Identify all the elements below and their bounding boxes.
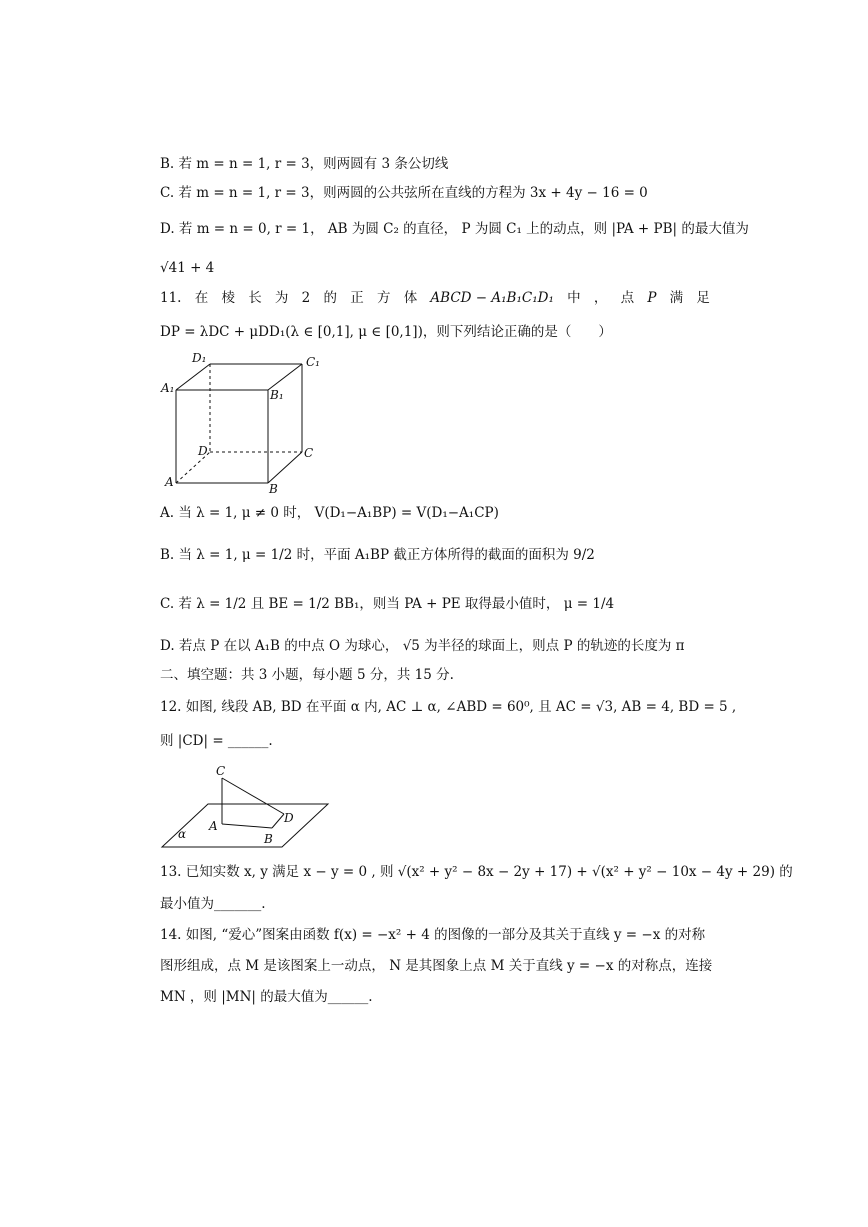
q11-word: 棱 bbox=[221, 290, 235, 306]
q11-word: 中 bbox=[567, 290, 581, 306]
q11-word: 方 bbox=[376, 290, 391, 306]
q11-word: 体 bbox=[403, 290, 418, 306]
plane-label: C bbox=[216, 764, 226, 778]
q11-word: 的 bbox=[323, 290, 337, 306]
cube-label: C₁ bbox=[306, 355, 320, 369]
q11-word: 正 bbox=[350, 290, 364, 306]
plane-figure bbox=[158, 760, 338, 850]
q11-word: ABCD − A₁B₁C₁D₁ bbox=[430, 290, 554, 306]
plane-label: α bbox=[178, 827, 187, 841]
q11-word: 为 bbox=[274, 290, 289, 306]
q11-word: 在 bbox=[194, 290, 209, 306]
question-13-blank: 最小值为_______. bbox=[160, 896, 266, 912]
cube-label: C bbox=[304, 446, 314, 460]
question-11-line2: DP = λDC + μDD₁(λ ∈ [0,1], μ ∈ [0,1])，则下列结论正确的是（ ） bbox=[160, 324, 612, 340]
cube-label: D bbox=[198, 444, 208, 458]
option-a-11: A. 当 λ = 1, μ ≠ 0 时， V(D₁−A₁BP) = V(D₁−A₁CP) bbox=[160, 505, 499, 521]
cube-figure bbox=[158, 348, 333, 498]
option-d-10: D. 若 m = n = 0, r = 1， AB 为圆 C₂ 的直径， P 为圆 C₁ 上的动点，则 |PA + PB| 的最大值为 bbox=[160, 221, 749, 237]
q11-word: 长 bbox=[248, 290, 262, 306]
option-c-10: C. 若 m = n = 1, r = 3，则两圆的公共弦所在直线的方程为 3x + 4y − 16 = 0 bbox=[160, 185, 648, 201]
cube-label: A bbox=[165, 475, 174, 489]
question-13: 13. 已知实数 x, y 满足 x − y = 0 , 则 √(x² + y² − 8x − 2y + 17) + √(x² + y² − 10x − 4y + 29) 的 bbox=[160, 864, 793, 880]
q11-word: ， bbox=[593, 290, 608, 306]
plane-label: D bbox=[284, 811, 294, 825]
option-b-11: B. 当 λ = 1, μ = 1/2 时，平面 A₁BP 截正方体所得的截面的面积为 9/2 bbox=[160, 547, 595, 563]
option-d-10-answer: √41 + 4 bbox=[160, 260, 215, 276]
q11-word: 点 bbox=[620, 290, 635, 306]
cube-label: A₁ bbox=[161, 381, 175, 395]
section-2-heading: 二、填空题：共 3 小题，每小题 5 分，共 15 分. bbox=[160, 667, 454, 683]
question-12-blank: 则 |CD| = ______. bbox=[160, 733, 273, 749]
question-12: 12. 如图, 线段 AB, BD 在平面 α 内, AC ⊥ α, ∠ABD = 60⁰, 且 AC = √3, AB = 4, BD = 5 , bbox=[160, 699, 737, 715]
plane-label: B bbox=[264, 832, 273, 846]
cube-label: B bbox=[269, 482, 278, 496]
q11-word: P bbox=[647, 290, 657, 306]
option-c-11: C. 若 λ = 1/2 且 BE = 1/2 BB₁，则当 PA + PE 取得最小值时， μ = 1/4 bbox=[160, 596, 615, 612]
question-14: 14. 如图, “爱心”图案由函数 f(x) = −x² + 4 的图像的一部分及其关于直线 y = −x 的对称 bbox=[160, 927, 706, 943]
question-14-blank: MN ，则 |MN| 的最大值为______. bbox=[160, 989, 373, 1005]
option-d-11: D. 若点 P 在以 A₁B 的中点 O 为球心， √5 为半径的球面上，则点 P 的轨迹的长度为 π bbox=[160, 638, 685, 654]
cube-label: D₁ bbox=[192, 351, 207, 365]
option-b-10: B. 若 m = n = 1, r = 3，则两圆有 3 条公切线 bbox=[160, 156, 449, 172]
question-11-line1 bbox=[160, 288, 710, 308]
cube-label: B₁ bbox=[270, 388, 284, 402]
question-14-line2: 图形组成，点 M 是该图案上一动点， N 是其图象上点 M 关于直线 y = −x 的对称点，连接 bbox=[160, 958, 713, 974]
q11-word: 11. bbox=[160, 290, 182, 306]
q11-word: 足 bbox=[696, 290, 710, 306]
q11-word: 2 bbox=[301, 290, 311, 306]
plane-label: A bbox=[209, 819, 218, 833]
q11-word: 满 bbox=[669, 290, 684, 306]
